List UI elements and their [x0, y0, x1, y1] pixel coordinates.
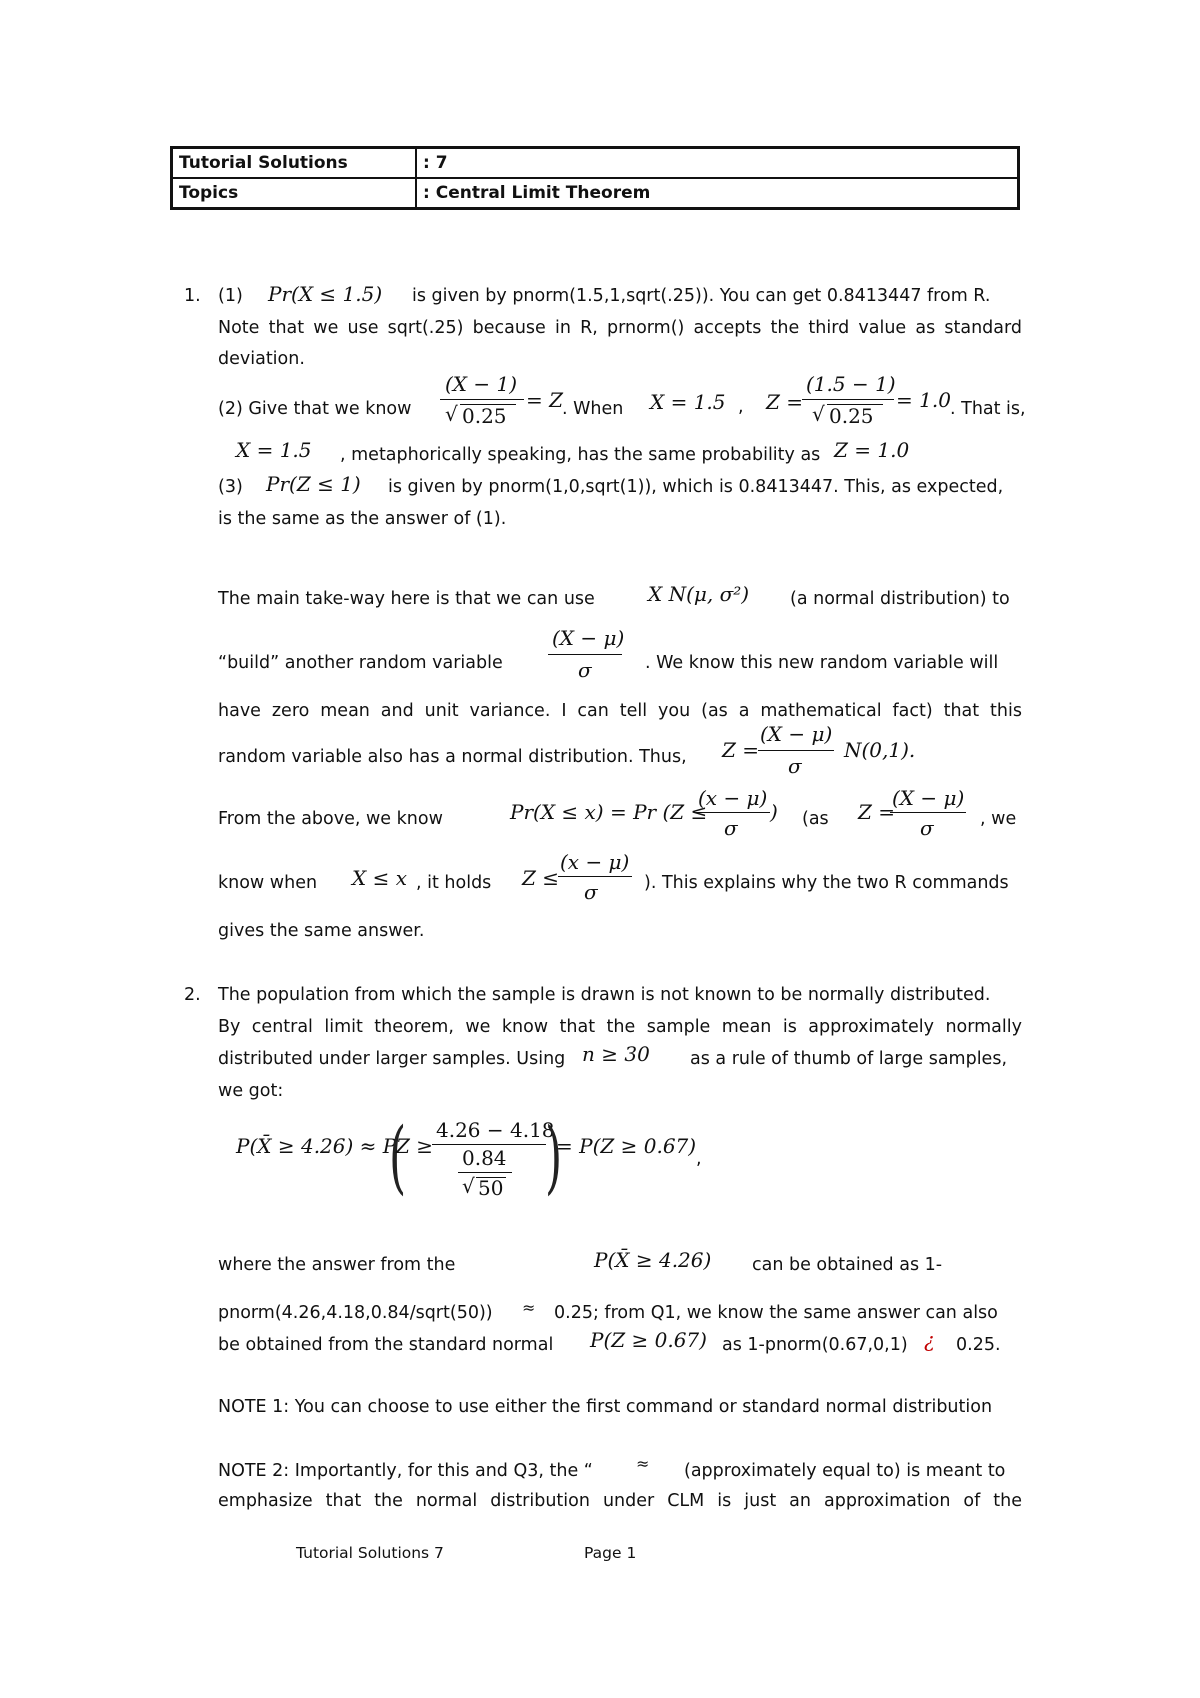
text-line: is given by pnorm(1,0,sqrt(1)), which is 0.8413447. This, as expected, [388, 477, 1004, 497]
text-line: we got: [218, 1081, 284, 1101]
left-paren-large: ( [389, 1110, 407, 1203]
text-line: deviation. [218, 349, 305, 369]
math-inline: X ≤ x [352, 866, 407, 890]
note-text: NOTE 1: You can choose to use either the first command or standard normal distribution [218, 1397, 993, 1417]
sqrt-symbol: √ [812, 402, 825, 426]
fraction-denominator: 0.25 [829, 404, 874, 428]
header-label: Tutorial Solutions [172, 148, 417, 179]
text-line: , we [980, 809, 1017, 829]
math-inline: = 1.0 [896, 388, 951, 412]
math-inline: = P(Z ≥ 0.67) [556, 1134, 697, 1158]
math-inline: P(Z ≥ 0.67) [590, 1328, 707, 1352]
note-text: (approximately equal to) is meant to [684, 1461, 1006, 1481]
math-inline: ) [770, 800, 778, 824]
question-number: 2. [184, 985, 201, 1005]
question-number: 1. [184, 286, 201, 306]
text-line: . When [562, 399, 624, 419]
text-line: distributed under larger samples. Using [218, 1049, 566, 1069]
fraction-denominator: 0.84 [462, 1146, 507, 1170]
fraction-denominator: σ [584, 880, 598, 904]
text-line: as a rule of thumb of large samples, [690, 1049, 1008, 1069]
note-text: NOTE 2: Importantly, for this and Q3, the “ [218, 1461, 593, 1481]
fraction-numerator: (X − μ) [552, 626, 625, 650]
text-line: , metaphorically speaking, has the same probability as [340, 445, 821, 465]
text-line: “build” another random variable [218, 653, 503, 673]
approx-symbol: ≈ [522, 1298, 536, 1317]
fraction-denominator: 50 [478, 1176, 504, 1200]
part-label: (3) [218, 477, 243, 497]
header-label: Topics [172, 178, 417, 209]
text-line: (a normal distribution) to [790, 589, 1010, 609]
fraction-denominator: σ [724, 816, 738, 840]
text-line: (2) Give that we know [218, 399, 412, 419]
fraction-bar [758, 750, 834, 751]
footer-left: Tutorial Solutions 7 [296, 1544, 444, 1562]
text-line: , it holds [416, 873, 492, 893]
fraction-numerator: (x − μ) [698, 786, 768, 810]
sqrt-symbol: √ [462, 1174, 475, 1198]
math-inline: Pr(Z ≤ 1) [266, 472, 361, 496]
fraction-numerator: 4.26 − 4.18 [436, 1118, 555, 1142]
fraction-denominator: 0.25 [462, 404, 507, 428]
fraction-bar [440, 399, 524, 400]
math-inline: X = 1.5 [236, 438, 312, 462]
text-line: , [738, 397, 744, 417]
text-line: pnorm(4.26,4.18,0.84/sqrt(50)) [218, 1303, 493, 1323]
math-inline: Z = [722, 738, 760, 762]
math-inline: P(X̄ ≥ 4.26) [594, 1248, 712, 1272]
text-line: random variable also has a normal distribution. Thus, [218, 747, 687, 767]
math-inline: Z = [766, 390, 804, 414]
text-line: where the answer from the [218, 1255, 456, 1275]
fraction-bar [558, 876, 632, 877]
text-line: By central limit theorem, we know that the sample mean is approximately normally [218, 1017, 1022, 1037]
header-value: : Central Limit Theorem [416, 178, 1019, 209]
math-inline: N(0,1). [844, 738, 916, 762]
text-line: can be obtained as 1- [752, 1255, 943, 1275]
fraction-bar [890, 812, 966, 813]
text-line: gives the same answer. [218, 921, 425, 941]
math-inline: Z ≤ [522, 866, 560, 890]
text-line: , [696, 1149, 702, 1169]
text-line: The main take-way here is that we can use [218, 589, 595, 609]
fraction-denominator: σ [578, 658, 592, 682]
fraction-denominator: σ [920, 816, 934, 840]
math-inline: Z = 1.0 [834, 438, 910, 462]
math-inline: n ≥ 30 [582, 1042, 650, 1066]
math-inline: P(X̄ ≥ 4.26) ≈ P [236, 1134, 397, 1158]
math-inline: Z ≥ [396, 1134, 434, 1158]
header-row [172, 148, 1019, 179]
text-line: is the same as the answer of (1). [218, 509, 507, 529]
math-inline: X N(μ, σ²) [648, 582, 750, 606]
unknown-glyph: ¿ [924, 1328, 935, 1352]
fraction-bar [548, 654, 622, 655]
text-line: 0.25. [956, 1335, 1001, 1355]
fraction-numerator: (X − μ) [892, 786, 965, 810]
header-value: : 7 [416, 148, 1019, 179]
math-inline: Pr(X ≤ x) = Pr (Z ≤ [510, 800, 708, 824]
fraction-numerator: (X − 1) [445, 372, 518, 396]
text-line: (as [802, 809, 829, 829]
math-inline: Z = [858, 800, 896, 824]
text-line: know when [218, 873, 318, 893]
sqrt-symbol: √ [445, 402, 458, 426]
math-inline: Pr(X ≤ 1.5) [268, 282, 383, 306]
page-number: Page 1 [584, 1544, 637, 1562]
fraction-bar [458, 1172, 512, 1173]
text-line: as 1-pnorm(0.67,0,1) [722, 1335, 908, 1355]
text-line: 0.25; from Q1, we know the same answer can also [554, 1303, 998, 1323]
math-inline: X = 1.5 [650, 390, 726, 414]
approx-symbol: ≈ [636, 1454, 650, 1473]
fraction-bar [802, 399, 894, 400]
math-inline: = Z [526, 388, 564, 412]
text-line: . That is, [950, 399, 1026, 419]
text-line: From the above, we know [218, 809, 443, 829]
text-line: is given by pnorm(1.5,1,sqrt(.25)). You can get 0.8413447 from R. [412, 286, 991, 306]
part-label: (1) [218, 286, 243, 306]
text-line: The population from which the sample is drawn is not known to be normally distributed. [218, 985, 991, 1005]
fraction-bar [696, 812, 770, 813]
right-paren-large: ) [545, 1110, 563, 1203]
fraction-numerator: (X − μ) [760, 722, 833, 746]
header-table [170, 146, 1020, 210]
text-line: . We know this new random variable will [645, 653, 999, 673]
fraction-bar [432, 1144, 546, 1145]
text-line: be obtained from the standard normal [218, 1335, 554, 1355]
fraction-numerator: (x − μ) [560, 850, 630, 874]
header-row [172, 178, 1019, 209]
fraction-denominator: σ [788, 754, 802, 778]
text-line: Note that we use sqrt(.25) because in R, prnorm() accepts the third value as standard [218, 318, 1022, 338]
fraction-numerator: (1.5 − 1) [806, 372, 896, 396]
text-line: ). This explains why the two R commands [644, 873, 1009, 893]
text-line: have zero mean and unit variance. I can tell you (as a mathematical fact) that this [218, 701, 1022, 721]
note-text: emphasize that the normal distribution under CLM is just an approximation of the [218, 1491, 1022, 1511]
